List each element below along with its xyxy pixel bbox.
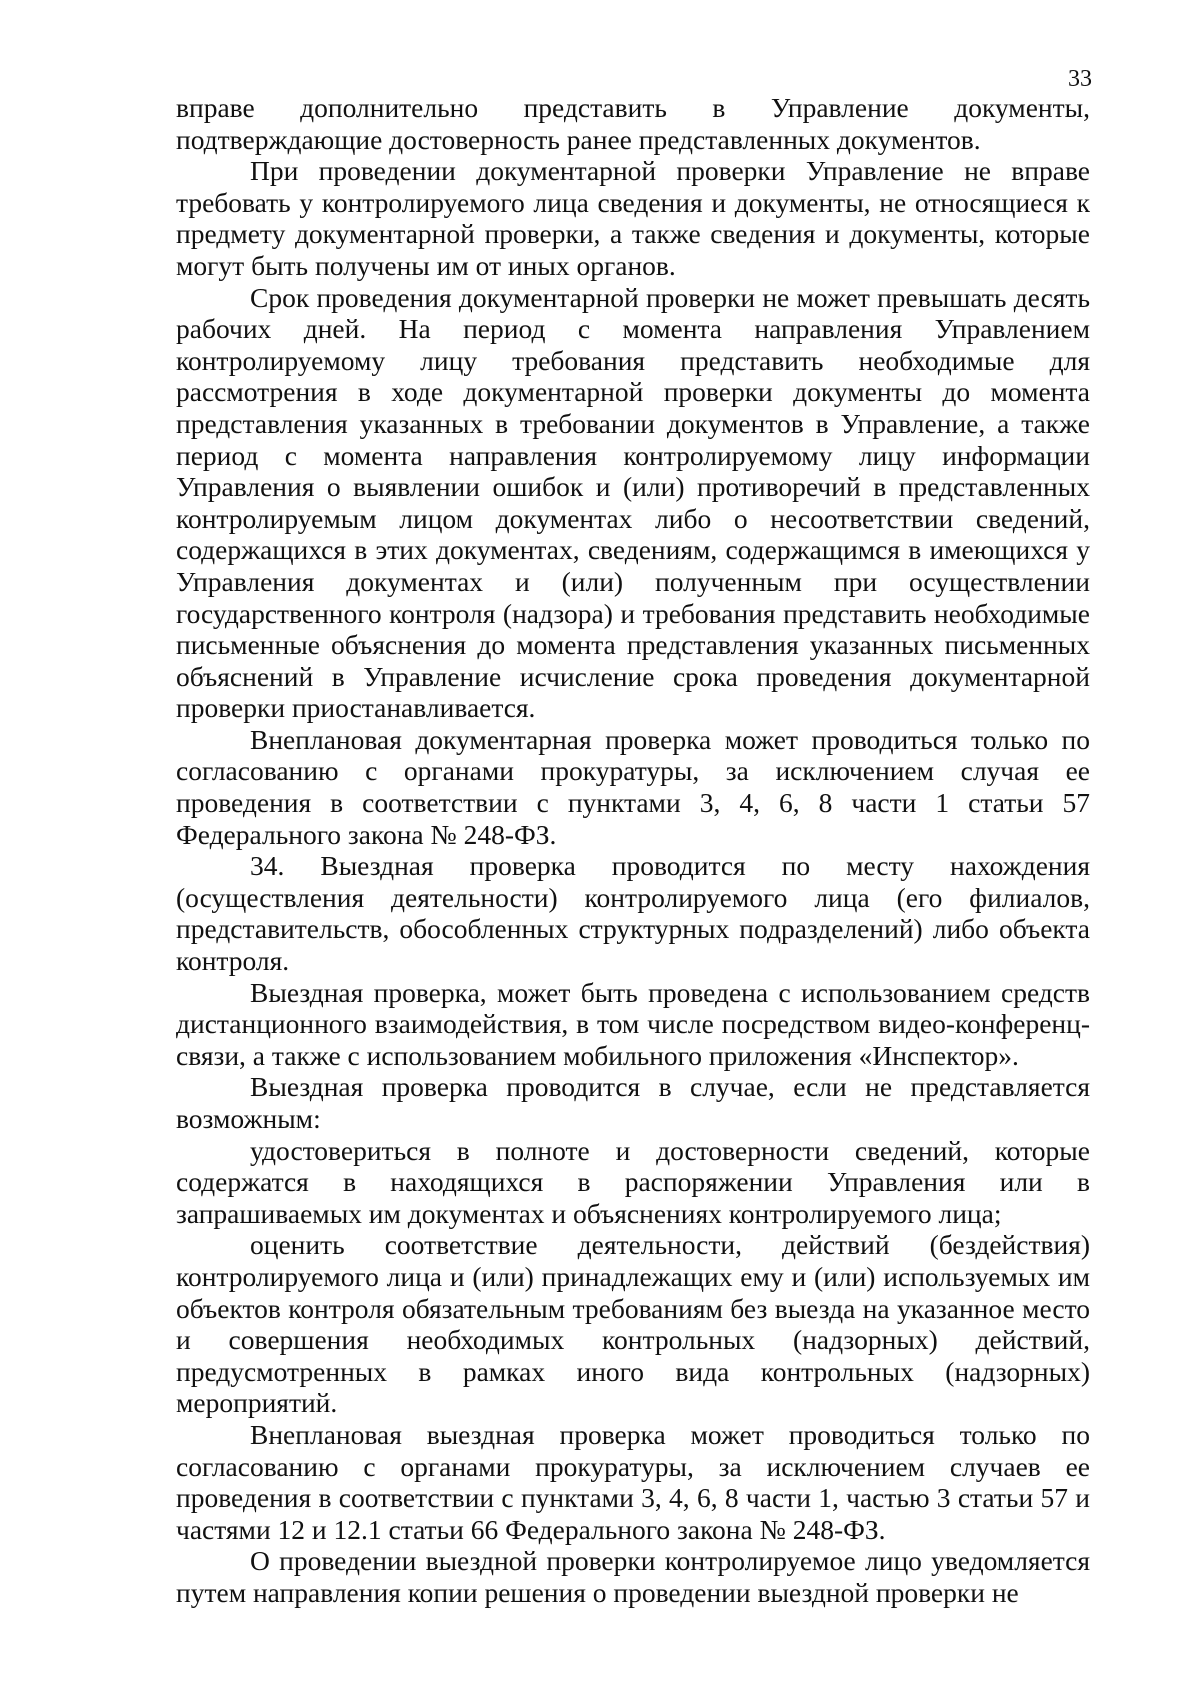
document-body [176, 92, 1090, 1609]
paragraph-remote-interaction: Выездная проверка, может быть проведена с использованием средств дистанционного взаимодействия, в том числе посредством видео-конференц-связи, а также с использованием мобильного приложения «Инспектор». [176, 976, 1090, 1071]
paragraph-assess-compliance: оценить соответствие деятельности, действий (бездействия) контролируемого лица и (или) принадлежащих ему и (или) используемых им объектов контроля обязательным требованиям без выезда на указанное место и совершения необходимых контрольных (надзорных) действий, предусмотренных в рамках иного вида контрольных (надзорных) мероприятий. [176, 1229, 1090, 1419]
page-number: 33 [1068, 66, 1092, 92]
paragraph-item-34: 34. Выездная проверка проводится по месту нахождения (осуществления деятельности) контролируемого лица (его филиалов, представительств, обособленных структурных подразделений) либо объекта контроля. [176, 850, 1090, 977]
paragraph-onsite-check-cases: Выездная проверка проводится в случае, если не представляется возможным: [176, 1071, 1090, 1134]
paragraph-documentary-check-limits: При проведении документарной проверки Управление не вправе требовать у контролируемого лица сведения и документы, не относящиеся к предмету документарной проверки, а также сведения и документы, которые могут быть получены им от иных органов. [176, 155, 1090, 281]
paragraph-notification: О проведении выездной проверки контролируемое лицо уведомляется путем направления копии решения о проведении выездной проверки не [176, 1545, 1090, 1608]
paragraph-unscheduled-documentary-check: Внеплановая документарная проверка может проводиться только по согласованию с органами прокуратуры, за исключением случая ее проведения в соответствии с пунктами 3, 4, 6, 8 части 1 статьи 57 Федерального закона № 248-ФЗ. [176, 723, 1090, 850]
paragraph-unscheduled-onsite-check: Внеплановая выездная проверка может проводиться только по согласованию с органами прокуратуры, за исключением случаев ее проведения в соответствии с пунктами 3, 4, 6, 8 части 1, частью 3 статьи 57 и частями 12 и 12.1 статьи 66 Федерального закона № 248-ФЗ. [176, 1418, 1090, 1545]
paragraph-verify-completeness: удостовериться в полноте и достоверности сведений, которые содержатся в находящихся в распоряжении Управления или в запрашиваемых им документах и объяснениях контролируемого лица; [176, 1134, 1090, 1229]
paragraph-documentary-check-term: Срок проведения документарной проверки не может превышать десять рабочих дней. На период с момента направления Управлением контролируемому лицу требования представить необходимые для рассмотрения в ходе документарной проверки документы до момента представления указанных в требовании документов в Управление, а также период с момента направления контролируемому лицу информации Управления о выявлении ошибок и (или) противоречий в представленных контролируемым лицом документах либо о несоответствии сведений, содержащихся в этих документах, сведениям, содержащимся в имеющихся у Управления документах и (или) полученным при осуществлении государственного контроля (надзора) и требования представить необходимые письменные объяснения до момента представления указанных письменных объяснений в Управление исчисление срока проведения документарной проверки приостанавливается. [176, 281, 1090, 724]
paragraph-continuation: вправе дополнительно представить в Управление документы, подтверждающие достоверность ранее представленных документов. [176, 92, 1090, 155]
